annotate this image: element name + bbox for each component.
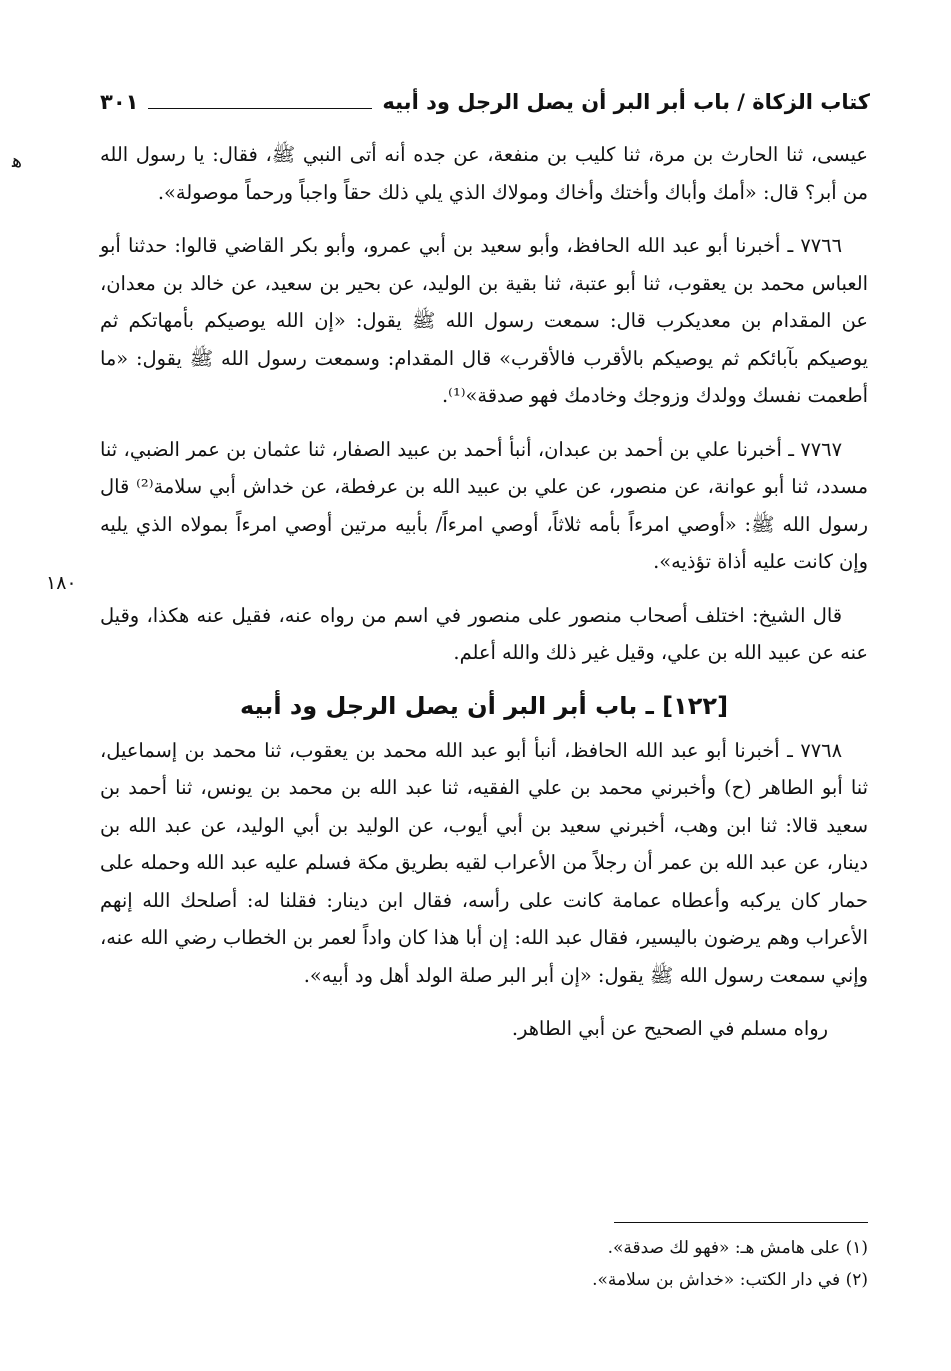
narration-note: رواه مسلم في الصحيح عن أبي الطاهر. bbox=[511, 1017, 828, 1040]
section-heading: [١٢٢] ـ باب أبر البر أن يصل الرجل ود أبيه bbox=[239, 691, 729, 720]
footnote-1: (١) على هامش هـ: «فهو لك صدقة». bbox=[607, 1238, 868, 1258]
main-text bbox=[100, 136, 868, 1048]
page-number: ٣٠١ bbox=[100, 90, 139, 114]
running-header bbox=[100, 84, 870, 120]
footnote-divider bbox=[614, 1222, 868, 1223]
header-title: كتاب الزكاة / باب أبر البر أن يصل الرجل ود أبيه bbox=[382, 90, 870, 114]
footnote-2: (٢) في دار الكتب: «خداش بن سلامة». bbox=[592, 1270, 868, 1290]
paragraph-continuation: عيسى، ثنا الحارث بن مرة، ثنا كليب بن منفعة، عن جده أنه أتى النبي ﷺ، فقال: يا رسول الله من أبر؟ قال: «أمك وأباك وأختك وأخاك ومولاك الذي يلي ذلك حقاً واجباً ورحماً موصولة». bbox=[100, 143, 868, 204]
header-rule bbox=[148, 108, 372, 109]
margin-mark-top: ﻫ bbox=[12, 150, 23, 172]
paragraph-hadith-7767: ٧٧٦٧ ـ أخبرنا علي بن أحمد بن عبدان، أنبأ أحمد بن عبيد الصفار، ثنا عثمان بن عمر الضبي، ثنا مسدد، ثنا أبو عوانة، عن منصور، عن علي بن عبيد الله بن عرفطة، عن خداش أبي سلامة⁽²⁾ قال رسول الله ﷺ: «أوصي امرءاً بأمه ثلاثاً، أوصي امرءاً/ بأبيه مرتين أوصي امرءاً بمولاه الذي يليه وإن كانت عليه أذاة تؤذيه». bbox=[100, 437, 868, 573]
paragraph-hadith-7766: ٧٧٦٦ ـ أخبرنا أبو عبد الله الحافظ، وأبو سعيد بن أبي عمرو، وأبو بكر القاضي قالوا: حدثنا أبو العباس محمد بن يعقوب، ثنا أبو عتبة، ثنا بقية بن الوليد، عن بحير بن سعيد، عن خالد بن معدان، عن المقدام بن معديكرب قال: سمعت رسول الله ﷺ يقول: «إن الله يوصيكم بأمهاتكم ثم يوصيكم بآبائكم ثم يوصيكم بالأقرب فالأقرب» قال المقدام: وسمعت رسول الله ﷺ يقول: «ما أطعمت نفسك وولدك وزوجك وخادمك فهو صدقة»⁽¹⁾. bbox=[100, 234, 868, 407]
paragraph-hadith-7768: ٧٧٦٨ ـ أخبرنا أبو عبد الله الحافظ، أنبأ أبو عبد الله محمد بن يعقوب، ثنا محمد بن إسماعيل، ثنا أبو الطاهر (ح) وأخبرني محمد بن علي الفقيه، ثنا عبد الله بن محمد بن يونس، ثنا أحمد بن سعيد قالا: ثنا ابن وهب، أخبرني سعيد بن أبي أيوب، عن الوليد بن أبي الوليد، عن عبد الله بن دينار، عن عبد الله بن عمر أن رجلاً من الأعراب لقيه بطريق مكة فسلم عليه عبد الله وحمله على حمار كان يركبه وأعطاه عمامة كانت على رأسه، فقال ابن دينار: فقلنا له: أصلحك الله إنهم الأعراب وهم يرضون باليسير، فقال عبد الله: إن أبا هذا كان واداً لعمر بن الخطاب رضي الله عنه، وإني سمعت رسول الله ﷺ يقول: «إن أبر البر صلة الولد أهل ود أبيه». bbox=[100, 738, 868, 987]
paragraph-sheikh-comment: قال الشيخ: اختلف أصحاب منصور على منصور في اسم من رواه عنه، فقيل عنه هكذا، وقيل عنه عن عبيد الله بن علي، وقيل غير ذلك والله أعلم. bbox=[100, 603, 868, 664]
footnotes bbox=[100, 1232, 868, 1296]
margin-manuscript-folio: ١٨٠ bbox=[46, 572, 77, 594]
